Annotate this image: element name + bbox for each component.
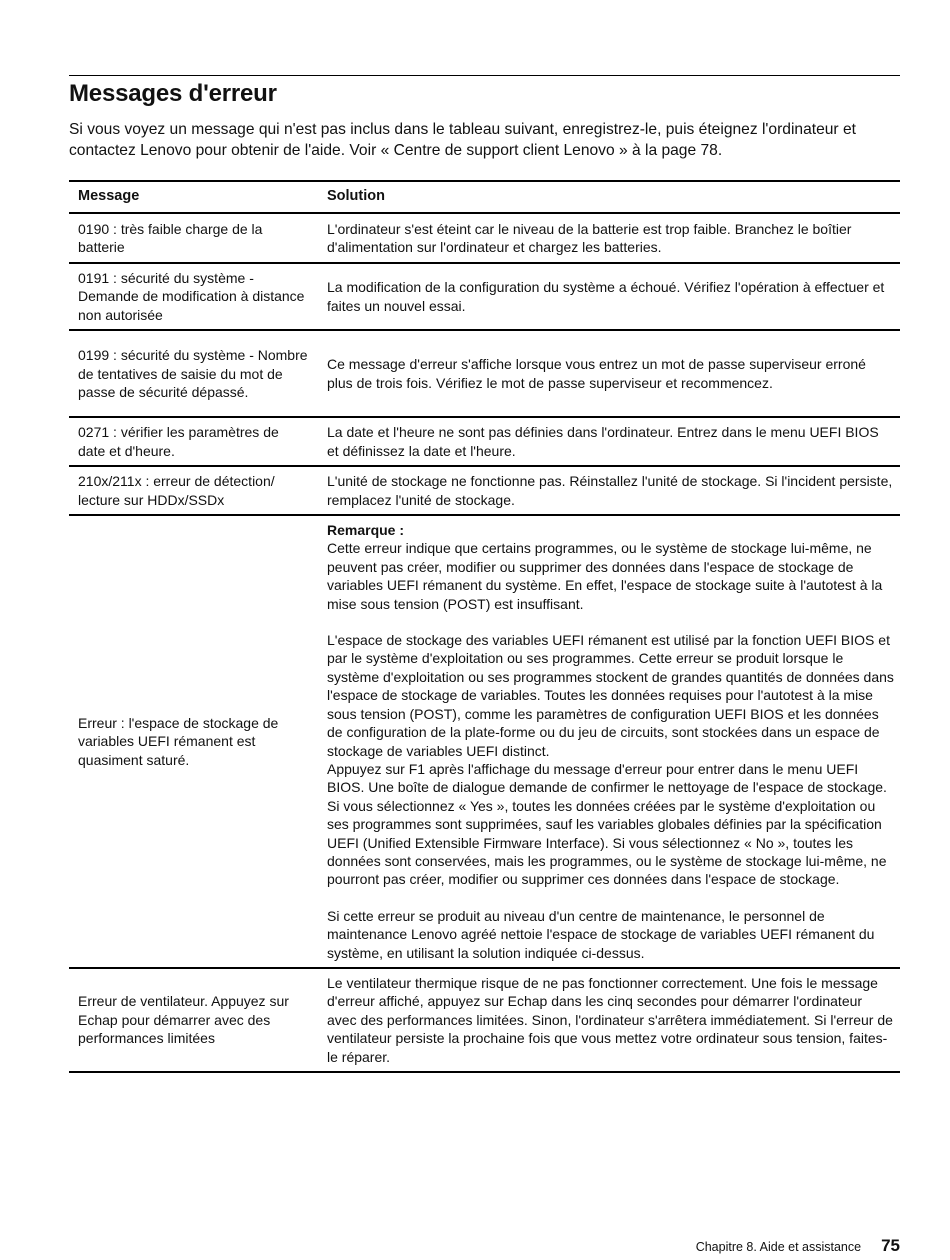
page-footer — [696, 1236, 900, 1256]
solution-paragraph: Appuyez sur F1 après l'affichage du message d'erreur pour entrer dans le menu UEFI BIOS. Une boîte de dialogue demande de confirmer le nettoyage de l'espace de stockage. Si vous sélectionnez « Yes », toutes les données créées par le système d'exploitation ou ses programmes sont supprimées, sauf les variables globales définies par la spécification UEFI (Unified Extensible Firmware Interface). Si vous sélectionnez « No », toutes les données sont conservées, mais les programmes, ou le système de stockage lui-même, ne pourront pas créer, modifier ou supprimer ces données dans l'espace de stockage. — [327, 760, 887, 888]
solution-cell: La date et l'heure ne sont pas définies dans l'ordinateur. Entrez dans le menu UEFI BIOS et définissez la date et l'heure. — [317, 417, 900, 466]
footer-chapter: Chapitre 8. Aide et assistance — [695, 1240, 862, 1254]
message-cell: 0190 : très faible charge de la batterie — [69, 213, 317, 263]
solution-cell: La modification de la configuration du système a échoué. Vérifiez l'opération à effectuer et faites un nouvel essai. — [317, 263, 900, 330]
solution-paragraph: L'espace de stockage des variables UEFI rémanent est utilisé par la fonction UEFI BIOS et par le système d'exploitation ou ses programmes. Cette erreur se produit lorsque le système d'exploitation ou ses programmes stockent de grandes quantités de données dans l'espace de stockage de variables. Toutes les données requises pour l'autotest à la mise sous tension (POST), comme les paramètres de configuration UEFI BIOS et les données de configuration de la plate-forme ou du jeu de circuits, sont stockées dans un espace de stockage de variables UEFI distinct. — [327, 632, 894, 759]
table-row — [69, 330, 900, 417]
table-row — [69, 263, 900, 330]
table-row — [69, 466, 900, 515]
solution-paragraph: Si cette erreur se produit au niveau d'un centre de maintenance, le personnel de maintenance Lenovo agréé nettoie l'espace de stockage de variables UEFI rémanent du système, en utilisant la solution indiquée ci-dessus. — [327, 907, 875, 961]
intro-paragraph: Si vous voyez un message qui n'est pas inclus dans le tableau suivant, enregistrez-le, puis éteignez l'ordinateur et contactez Lenovo pour obtenir de l'aide. Voir « Centre de support client Lenovo » à la page 78. — [69, 121, 856, 159]
message-cell: Erreur : l'espace de stockage de variables UEFI rémanent est quasiment saturé. — [69, 515, 317, 968]
error-messages-table — [69, 180, 900, 1073]
message-cell: 210x/211x : erreur de détection/ lecture sur HDDx/SSDx — [69, 466, 317, 515]
solution-cell — [317, 515, 900, 968]
column-header-message: Message — [69, 181, 317, 213]
top-rule — [69, 75, 900, 76]
page-number: 75 — [881, 1236, 900, 1255]
message-cell: 0191 : sécurité du système - Demande de modification à distance non autorisée — [69, 263, 317, 330]
note-text: Cette erreur indique que certains programmes, ou le système de stockage lui-même, ne peuvent pas créer, modifier ou supprimer des données dans l'espace de stockage de variables UEFI rémanent du système. En effet, l'espace de stockage suite à l'autotest à la mise sous tension (POST) est insuffisant. — [327, 540, 883, 612]
table-row — [69, 968, 900, 1072]
note-label: Remarque : — [327, 522, 405, 539]
table-row — [69, 417, 900, 466]
table-header-row — [69, 181, 900, 213]
table-row — [69, 213, 900, 263]
column-header-solution: Solution — [317, 181, 900, 213]
solution-cell: L'ordinateur s'est éteint car le niveau de la batterie est trop faible. Branchez le boîtier d'alimentation sur l'ordinateur et chargez les batteries. — [317, 213, 900, 263]
message-cell: 0271 : vérifier les paramètres de date et d'heure. — [69, 417, 317, 466]
solution-cell: L'unité de stockage ne fonctionne pas. Réinstallez l'unité de stockage. Si l'incident persiste, remplacez l'unité de stockage. — [317, 466, 900, 515]
message-cell: Erreur de ventilateur. Appuyez sur Echap pour démarrer avec des performances limitées — [69, 968, 317, 1072]
solution-cell: Le ventilateur thermique risque de ne pas fonctionner correctement. Une fois le message d'erreur affiché, appuyez sur Echap dans les cinq secondes pour démarrer l'ordinateur avec des performances limitées. Sinon, l'ordinateur s'arrêtera immédiatement. Si l'erreur de ventilateur persiste la prochaine fois que vous mettez votre ordinateur sous tension, faites-le réparer. — [317, 968, 900, 1072]
message-cell: 0199 : sécurité du système - Nombre de tentatives de saisie du mot de passe de sécurité dépassé. — [69, 330, 317, 417]
table-row — [69, 515, 900, 968]
solution-cell: Ce message d'erreur s'affiche lorsque vous entrez un mot de passe superviseur erroné plus de trois fois. Vérifiez le mot de passe superviseur et recommencez. — [317, 330, 900, 417]
page-title: Messages d'erreur — [69, 80, 277, 107]
